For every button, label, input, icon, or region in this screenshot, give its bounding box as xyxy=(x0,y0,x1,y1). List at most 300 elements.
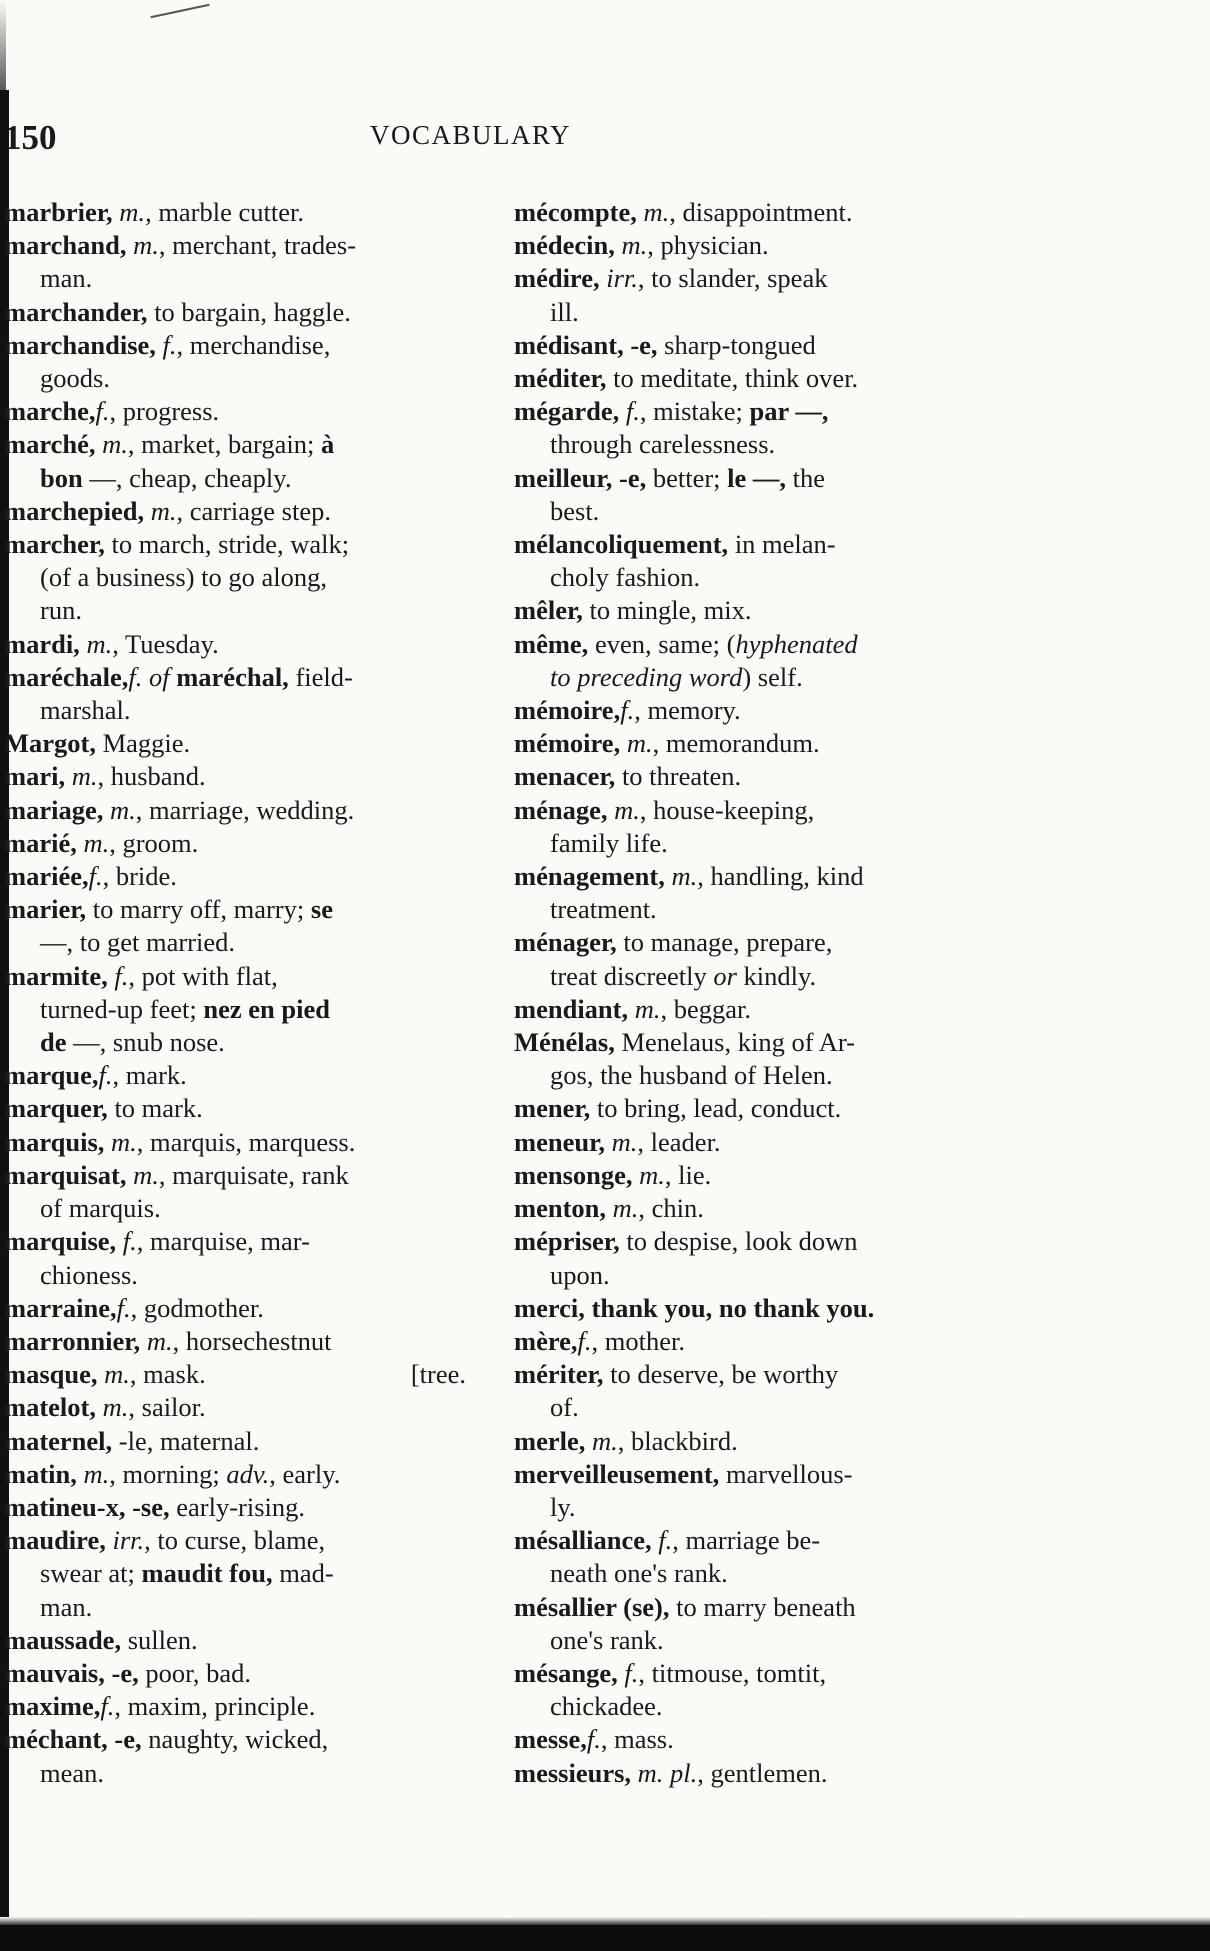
headword: marquis, xyxy=(4,1126,105,1157)
definition-text: , mask. xyxy=(129,1359,206,1390)
headword: marraine, xyxy=(4,1292,117,1323)
grammar-label: m. xyxy=(639,1159,665,1190)
headword: marquer, xyxy=(4,1093,108,1124)
vocab-entry xyxy=(514,1524,994,1590)
vocab-entry xyxy=(4,1491,466,1524)
vocab-entry xyxy=(514,528,994,594)
vocab-entry xyxy=(514,1657,994,1723)
vocab-entry xyxy=(4,296,466,329)
definition-text xyxy=(605,1127,612,1157)
grammar-label: m. xyxy=(611,1126,638,1157)
definition-text: , mother. xyxy=(591,1325,685,1356)
definition-text xyxy=(637,197,644,227)
vocab-entry xyxy=(514,1757,994,1790)
headword: marchandise, xyxy=(4,329,156,360)
grammar-label: m. xyxy=(83,1458,110,1489)
page-bottom-shadow xyxy=(0,1917,1210,1925)
vocab-entry xyxy=(514,594,994,627)
definition-text: marvellous- xyxy=(719,1458,853,1489)
definition-text xyxy=(156,330,163,360)
headword: mériter, xyxy=(514,1359,604,1390)
vocab-entry xyxy=(4,1624,466,1657)
grammar-label: f. xyxy=(624,1657,639,1688)
headword: mêler, xyxy=(514,595,583,626)
vocab-entry xyxy=(4,1690,466,1723)
definition-text xyxy=(631,1758,638,1788)
definition-text xyxy=(628,994,635,1024)
vocab-entry xyxy=(514,1126,994,1159)
column-left xyxy=(4,196,466,1790)
definition-text: , marquis, marquess. xyxy=(136,1126,356,1157)
grammar-label: f. xyxy=(100,1691,115,1722)
grammar-label: m. xyxy=(111,1126,137,1157)
definition-text: naughty, wicked, xyxy=(141,1724,329,1755)
definition-text: to bring, lead, conduct. xyxy=(590,1093,842,1124)
grammar-label: f. xyxy=(658,1525,673,1556)
definition-text: in melan- xyxy=(728,529,836,560)
headword: mépriser, xyxy=(514,1226,620,1257)
vocab-entry xyxy=(514,1591,994,1657)
vocab-entry xyxy=(4,428,466,494)
grammar-label: m. xyxy=(591,1425,618,1456)
grammar-label: to preceding word xyxy=(550,661,743,692)
grammar-label: f. xyxy=(116,1292,131,1323)
headword: mélancoliquement, xyxy=(514,529,729,560)
definition-text: swear at; xyxy=(40,1558,142,1589)
vocab-entry xyxy=(514,1225,994,1291)
grammar-label: irr. xyxy=(606,263,638,294)
vocab-entry xyxy=(514,1092,994,1125)
headword: se xyxy=(310,894,333,925)
definition-text: man. xyxy=(40,263,93,294)
vocab-entry xyxy=(4,893,466,959)
grammar-label: m. xyxy=(83,827,110,858)
headword: ménage, xyxy=(514,794,608,825)
headword: Margot, xyxy=(4,728,96,759)
headword: marquise, xyxy=(4,1226,117,1257)
grammar-label: m. xyxy=(614,794,640,825)
headword: messieurs, xyxy=(514,1757,632,1788)
vocab-entry xyxy=(514,196,994,229)
headword: mendiant, xyxy=(514,993,629,1024)
vocab-entry xyxy=(4,528,466,628)
grammar-label: m. xyxy=(102,429,128,460)
grammar-label: hyphenated xyxy=(735,628,858,659)
headword: le —, xyxy=(727,462,787,493)
vocab-entry xyxy=(4,1159,466,1225)
grammar-label: f. xyxy=(88,861,103,892)
definition-text: , market, bargain; xyxy=(127,429,321,460)
vocab-entry xyxy=(4,1092,466,1125)
definition-text: upon. xyxy=(550,1259,610,1290)
definition-text: mean. xyxy=(40,1757,105,1788)
headword: nez en pied xyxy=(203,993,330,1024)
headword: marque, xyxy=(4,1060,99,1091)
definition-text: , mistake; xyxy=(639,396,750,427)
definition-text: marshal. xyxy=(40,695,131,726)
definition-text: better; xyxy=(646,462,728,493)
definition-text xyxy=(620,728,627,758)
vocab-entry xyxy=(4,794,466,827)
headword: mardi, xyxy=(4,628,80,659)
grammar-label: m. xyxy=(150,495,177,526)
headword: mauvais, -e, xyxy=(4,1657,139,1688)
definition-text: run. xyxy=(40,595,82,626)
definition-text xyxy=(144,496,151,526)
vocab-entry xyxy=(514,229,994,262)
definition-text: , horsechestnut xyxy=(172,1325,332,1356)
definition-text: gos, the husband of Helen. xyxy=(550,1060,833,1091)
definition-text: , merchandise, xyxy=(176,329,331,360)
headword: marchander, xyxy=(4,296,148,327)
vocab-entry xyxy=(514,329,994,362)
vocab-entry xyxy=(4,1358,466,1391)
definition-text: mad- xyxy=(272,1558,334,1589)
headword: maternel, xyxy=(4,1425,113,1456)
definition-text: chioness. xyxy=(40,1259,138,1290)
definition-text: the xyxy=(786,462,826,493)
definition-text: -le, maternal. xyxy=(112,1425,260,1456)
grammar-label: m. xyxy=(621,230,648,261)
definition-text: field- xyxy=(288,661,353,692)
definition-text: , handling, kind xyxy=(697,861,864,892)
definition-text: chickadee. xyxy=(550,1691,663,1722)
definition-text: , chin. xyxy=(638,1193,704,1224)
definition-text: choly fashion. xyxy=(550,562,701,593)
vocab-entry xyxy=(4,1723,466,1789)
vocab-entry xyxy=(514,1325,994,1358)
headword: marche, xyxy=(4,396,96,427)
headword: mémoire, xyxy=(514,695,621,726)
definition-text: —, snub nose. xyxy=(66,1027,225,1058)
headword: par —, xyxy=(749,396,829,427)
headword: mariage, xyxy=(4,794,104,825)
headword: méditer, xyxy=(514,363,607,394)
grammar-label: f. xyxy=(620,695,635,726)
definition-text: ) self. xyxy=(742,661,803,692)
definition-text: to marry off, marry; xyxy=(86,894,311,925)
grammar-label: irr. xyxy=(112,1525,145,1556)
vocab-entry xyxy=(4,1292,466,1325)
headword: marcher, xyxy=(4,529,105,560)
headword: médisant, -e, xyxy=(514,329,658,360)
definition-text xyxy=(585,1293,592,1323)
headword: menton, xyxy=(514,1193,607,1224)
grammar-label: m. xyxy=(102,1392,129,1423)
vocab-entry xyxy=(514,395,994,461)
headword: marchand, xyxy=(4,230,127,261)
headword: mariée, xyxy=(4,861,89,892)
vocab-entry xyxy=(4,229,466,295)
definition-text: man. xyxy=(40,1591,93,1622)
vocab-entry xyxy=(514,462,994,528)
definition-text: —, to get married. xyxy=(40,927,236,958)
vocab-entry xyxy=(4,661,466,727)
running-head: VOCABULARY xyxy=(370,120,572,150)
vocab-entry xyxy=(4,960,466,1060)
vocab-entry xyxy=(4,495,466,528)
grammar-label: m. xyxy=(71,761,98,792)
definition-text: , groom. xyxy=(109,827,199,858)
vocab-entry xyxy=(4,1391,466,1424)
grammar-label: m. xyxy=(643,197,670,227)
definition-text: ill. xyxy=(550,296,579,327)
headword: mégarde, xyxy=(514,396,620,427)
vocab-entry xyxy=(514,727,994,760)
definition-text: , maxim, principle. xyxy=(114,1691,316,1722)
definition-text: , mark. xyxy=(112,1060,187,1091)
headword: à xyxy=(320,429,335,460)
definition-text: to marry beneath xyxy=(669,1591,856,1622)
headword: marchepied, xyxy=(4,495,145,526)
grammar-label: f. xyxy=(114,960,129,991)
definition-text: , gentlemen. xyxy=(697,1757,828,1788)
definition-text: best. xyxy=(550,495,600,526)
definition-text: even, same; ( xyxy=(588,628,736,659)
grammar-label: f. xyxy=(162,329,177,360)
vocab-entry xyxy=(514,860,994,926)
vocab-entry xyxy=(514,1458,994,1524)
headword: maudit fou, xyxy=(141,1558,273,1589)
headword: mécompte, xyxy=(514,197,637,227)
column-right xyxy=(514,196,994,1790)
headword: merle, xyxy=(514,1425,586,1456)
definition-text: treatment. xyxy=(550,894,657,925)
definition-text: , marquise, mar- xyxy=(136,1226,310,1257)
headword: bon xyxy=(40,462,83,493)
grammar-label: m. xyxy=(133,230,159,261)
vocab-entry xyxy=(514,760,994,793)
headword: matelot, xyxy=(4,1392,96,1423)
vocab-entry xyxy=(4,1524,466,1624)
definition-text: neath one's rank. xyxy=(550,1558,728,1589)
definition-text: , pot with flat, xyxy=(128,960,278,991)
vocab-entry xyxy=(4,1425,466,1458)
definition-text: , bride. xyxy=(102,861,177,892)
vocab-entry xyxy=(514,794,994,860)
definition-text: turned-up feet; xyxy=(40,993,204,1024)
definition-text: of. xyxy=(550,1392,579,1423)
headword: marier, xyxy=(4,894,87,925)
headword: mésallier (se), xyxy=(514,1591,670,1622)
headword: même, xyxy=(514,628,589,659)
vocab-entry xyxy=(514,1358,994,1424)
headword: ménager, xyxy=(514,927,617,958)
definition-text: of marquis. xyxy=(40,1193,161,1224)
grammar-label: f. xyxy=(122,1226,137,1257)
headword: merveilleusement, xyxy=(514,1458,720,1489)
definition-text: ly. xyxy=(550,1491,576,1522)
definition-text: family life. xyxy=(550,827,668,858)
vocab-entry xyxy=(4,827,466,860)
definition-text: to meditate, think over. xyxy=(606,363,859,394)
definition-text: , leader. xyxy=(637,1126,721,1157)
definition-text: to deserve, be worthy xyxy=(603,1359,839,1390)
vocab-entry xyxy=(514,628,994,694)
definition-text: , marble cutter. xyxy=(145,197,304,227)
definition-text: , mass. xyxy=(600,1724,674,1755)
definition-text: , to slander, speak xyxy=(637,263,828,294)
pen-mark xyxy=(150,4,209,18)
definition-text: , sailor. xyxy=(128,1392,206,1423)
definition-text: (of a business) to go along, xyxy=(40,562,328,593)
grammar-label: m. xyxy=(612,1193,639,1224)
vocab-entry xyxy=(514,1723,994,1756)
vocab-entry xyxy=(4,860,466,893)
definition-text: , carriage step. xyxy=(176,495,331,526)
definition-text: to threaten. xyxy=(615,761,742,792)
grammar-label: m. xyxy=(671,861,698,892)
vocab-entry xyxy=(514,993,994,1026)
vocab-entry xyxy=(4,1126,466,1159)
definition-text xyxy=(103,795,110,825)
definition-text: , beggar. xyxy=(660,993,752,1024)
definition-text: sharp-tongued xyxy=(657,329,816,360)
grammar-label: f. xyxy=(586,1724,601,1755)
headword: maréchale, xyxy=(4,661,129,692)
definition-text: to mark. xyxy=(107,1093,203,1124)
definition-text: sullen. xyxy=(121,1624,198,1655)
grammar-label: m. pl. xyxy=(637,1757,698,1788)
headword: maréchal, xyxy=(176,661,289,692)
vocab-entry xyxy=(514,1292,994,1325)
headword: mésange, xyxy=(514,1657,618,1688)
headword: messe, xyxy=(514,1724,587,1755)
definition-text: poor, bad. xyxy=(138,1657,251,1688)
grammar-label: f. xyxy=(577,1325,592,1356)
grammar-label: m. xyxy=(119,197,146,227)
vocab-entry xyxy=(514,1425,994,1458)
headword: mère, xyxy=(514,1325,578,1356)
definition-text xyxy=(606,1193,613,1223)
definition-text xyxy=(140,1326,147,1356)
definition-text: , memorandum. xyxy=(652,728,820,759)
definition-text: to march, stride, walk; xyxy=(104,529,350,560)
headword: menacer, xyxy=(514,761,616,792)
headword: Ménélas, xyxy=(514,1027,615,1058)
grammar-label: f. of xyxy=(128,661,170,692)
headword: de xyxy=(40,1027,67,1058)
definition-text: , marquisate, rank xyxy=(158,1159,349,1190)
definition-text: to mingle, mix. xyxy=(582,595,752,626)
vocab-entry xyxy=(4,329,466,395)
definition-text xyxy=(65,761,72,791)
headword: marché, xyxy=(4,429,96,460)
grammar-label: m. xyxy=(109,794,136,825)
headword: merci, xyxy=(514,1292,585,1323)
grammar-label: f. xyxy=(95,396,110,427)
definition-text: Menelaus, king of Ar- xyxy=(614,1027,855,1058)
definition-text: , early. xyxy=(269,1458,341,1489)
definition-text: , lie. xyxy=(664,1159,712,1190)
definition-text: , titmouse, tomtit, xyxy=(638,1657,827,1688)
definition-text: , Tuesday. xyxy=(112,628,219,659)
definition-text: treat discreetly xyxy=(550,960,714,991)
vocab-entry xyxy=(4,395,466,428)
definition-text xyxy=(619,396,626,426)
headword: maxime, xyxy=(4,1691,101,1722)
headword: mémoire, xyxy=(514,728,621,759)
definition-text: to bargain, haggle. xyxy=(147,296,351,327)
headword: marmite, xyxy=(4,960,108,991)
headword: meneur, xyxy=(514,1126,606,1157)
headword: marquisat, xyxy=(4,1159,127,1190)
vocab-entry xyxy=(4,1225,466,1291)
definition-text: early-rising. xyxy=(169,1491,306,1522)
headword: mener, xyxy=(514,1093,591,1124)
definition-text: —, cheap, cheaply. xyxy=(82,462,292,493)
vocab-entry xyxy=(4,1458,466,1491)
definition-text: , to curse, blame, xyxy=(144,1525,326,1556)
definition-text: , husband. xyxy=(97,761,206,792)
grammar-label: m. xyxy=(634,993,661,1024)
headword: matin, xyxy=(4,1458,77,1489)
definition-text: , marriage be- xyxy=(672,1525,821,1556)
headword: thank you, no thank you. xyxy=(591,1292,875,1323)
definition-text: , disappointment. xyxy=(669,197,853,227)
definition-text: to despise, look down xyxy=(619,1226,858,1257)
vocab-entry xyxy=(4,1657,466,1690)
definition-text: , merchant, trades- xyxy=(158,230,357,261)
vocab-entry xyxy=(4,727,466,760)
vocab-entry xyxy=(514,926,994,992)
headword: mari, xyxy=(4,761,66,792)
definition-text: through carelessness. xyxy=(550,429,776,460)
definition-text: kindly. xyxy=(736,960,817,991)
definition-text: Maggie. xyxy=(95,728,191,759)
headword: masque, xyxy=(4,1359,98,1390)
headword: médecin, xyxy=(514,230,615,261)
headword: médire, xyxy=(514,263,600,294)
vocab-entry xyxy=(4,760,466,793)
definition-text xyxy=(116,1226,123,1256)
definition-text: goods. xyxy=(40,363,110,394)
vocab-entry xyxy=(514,694,994,727)
definition-text: , godmother. xyxy=(130,1292,264,1323)
definition-text: , physician. xyxy=(647,230,769,261)
definition-text: , memory. xyxy=(634,695,741,726)
vocab-entry xyxy=(514,1192,994,1225)
headword: marié, xyxy=(4,827,77,858)
headword: ménagement, xyxy=(514,861,665,892)
definition-text xyxy=(77,1459,84,1489)
page-number: 150 xyxy=(4,118,57,157)
headword: marronnier, xyxy=(4,1325,141,1356)
vocab-entry xyxy=(4,1325,466,1358)
grammar-label: f. xyxy=(98,1060,113,1091)
headword: maussade, xyxy=(4,1624,122,1655)
headword: matineu-x, -se, xyxy=(4,1491,170,1522)
vocab-entry xyxy=(4,628,466,661)
carryover-text: [tree. xyxy=(410,1359,466,1390)
grammar-label: m. xyxy=(104,1359,130,1390)
grammar-label: m. xyxy=(86,628,113,659)
headword: maudire, xyxy=(4,1525,106,1556)
vocab-entry xyxy=(514,1159,994,1192)
headword: méchant, -e, xyxy=(4,1724,142,1755)
vocab-entry xyxy=(4,196,466,229)
definition-text: , marriage, wedding. xyxy=(135,794,355,825)
headword: mésalliance, xyxy=(514,1525,652,1556)
headword: marbrier, xyxy=(4,197,113,227)
definition-text: , blackbird. xyxy=(617,1425,738,1456)
vocab-entry xyxy=(514,362,994,395)
headword: mensonge, xyxy=(514,1159,633,1190)
vocab-entry xyxy=(4,1059,466,1092)
page-bottom-edge xyxy=(0,1925,1210,1951)
vocab-entry xyxy=(514,262,994,328)
grammar-label: or xyxy=(713,960,737,991)
